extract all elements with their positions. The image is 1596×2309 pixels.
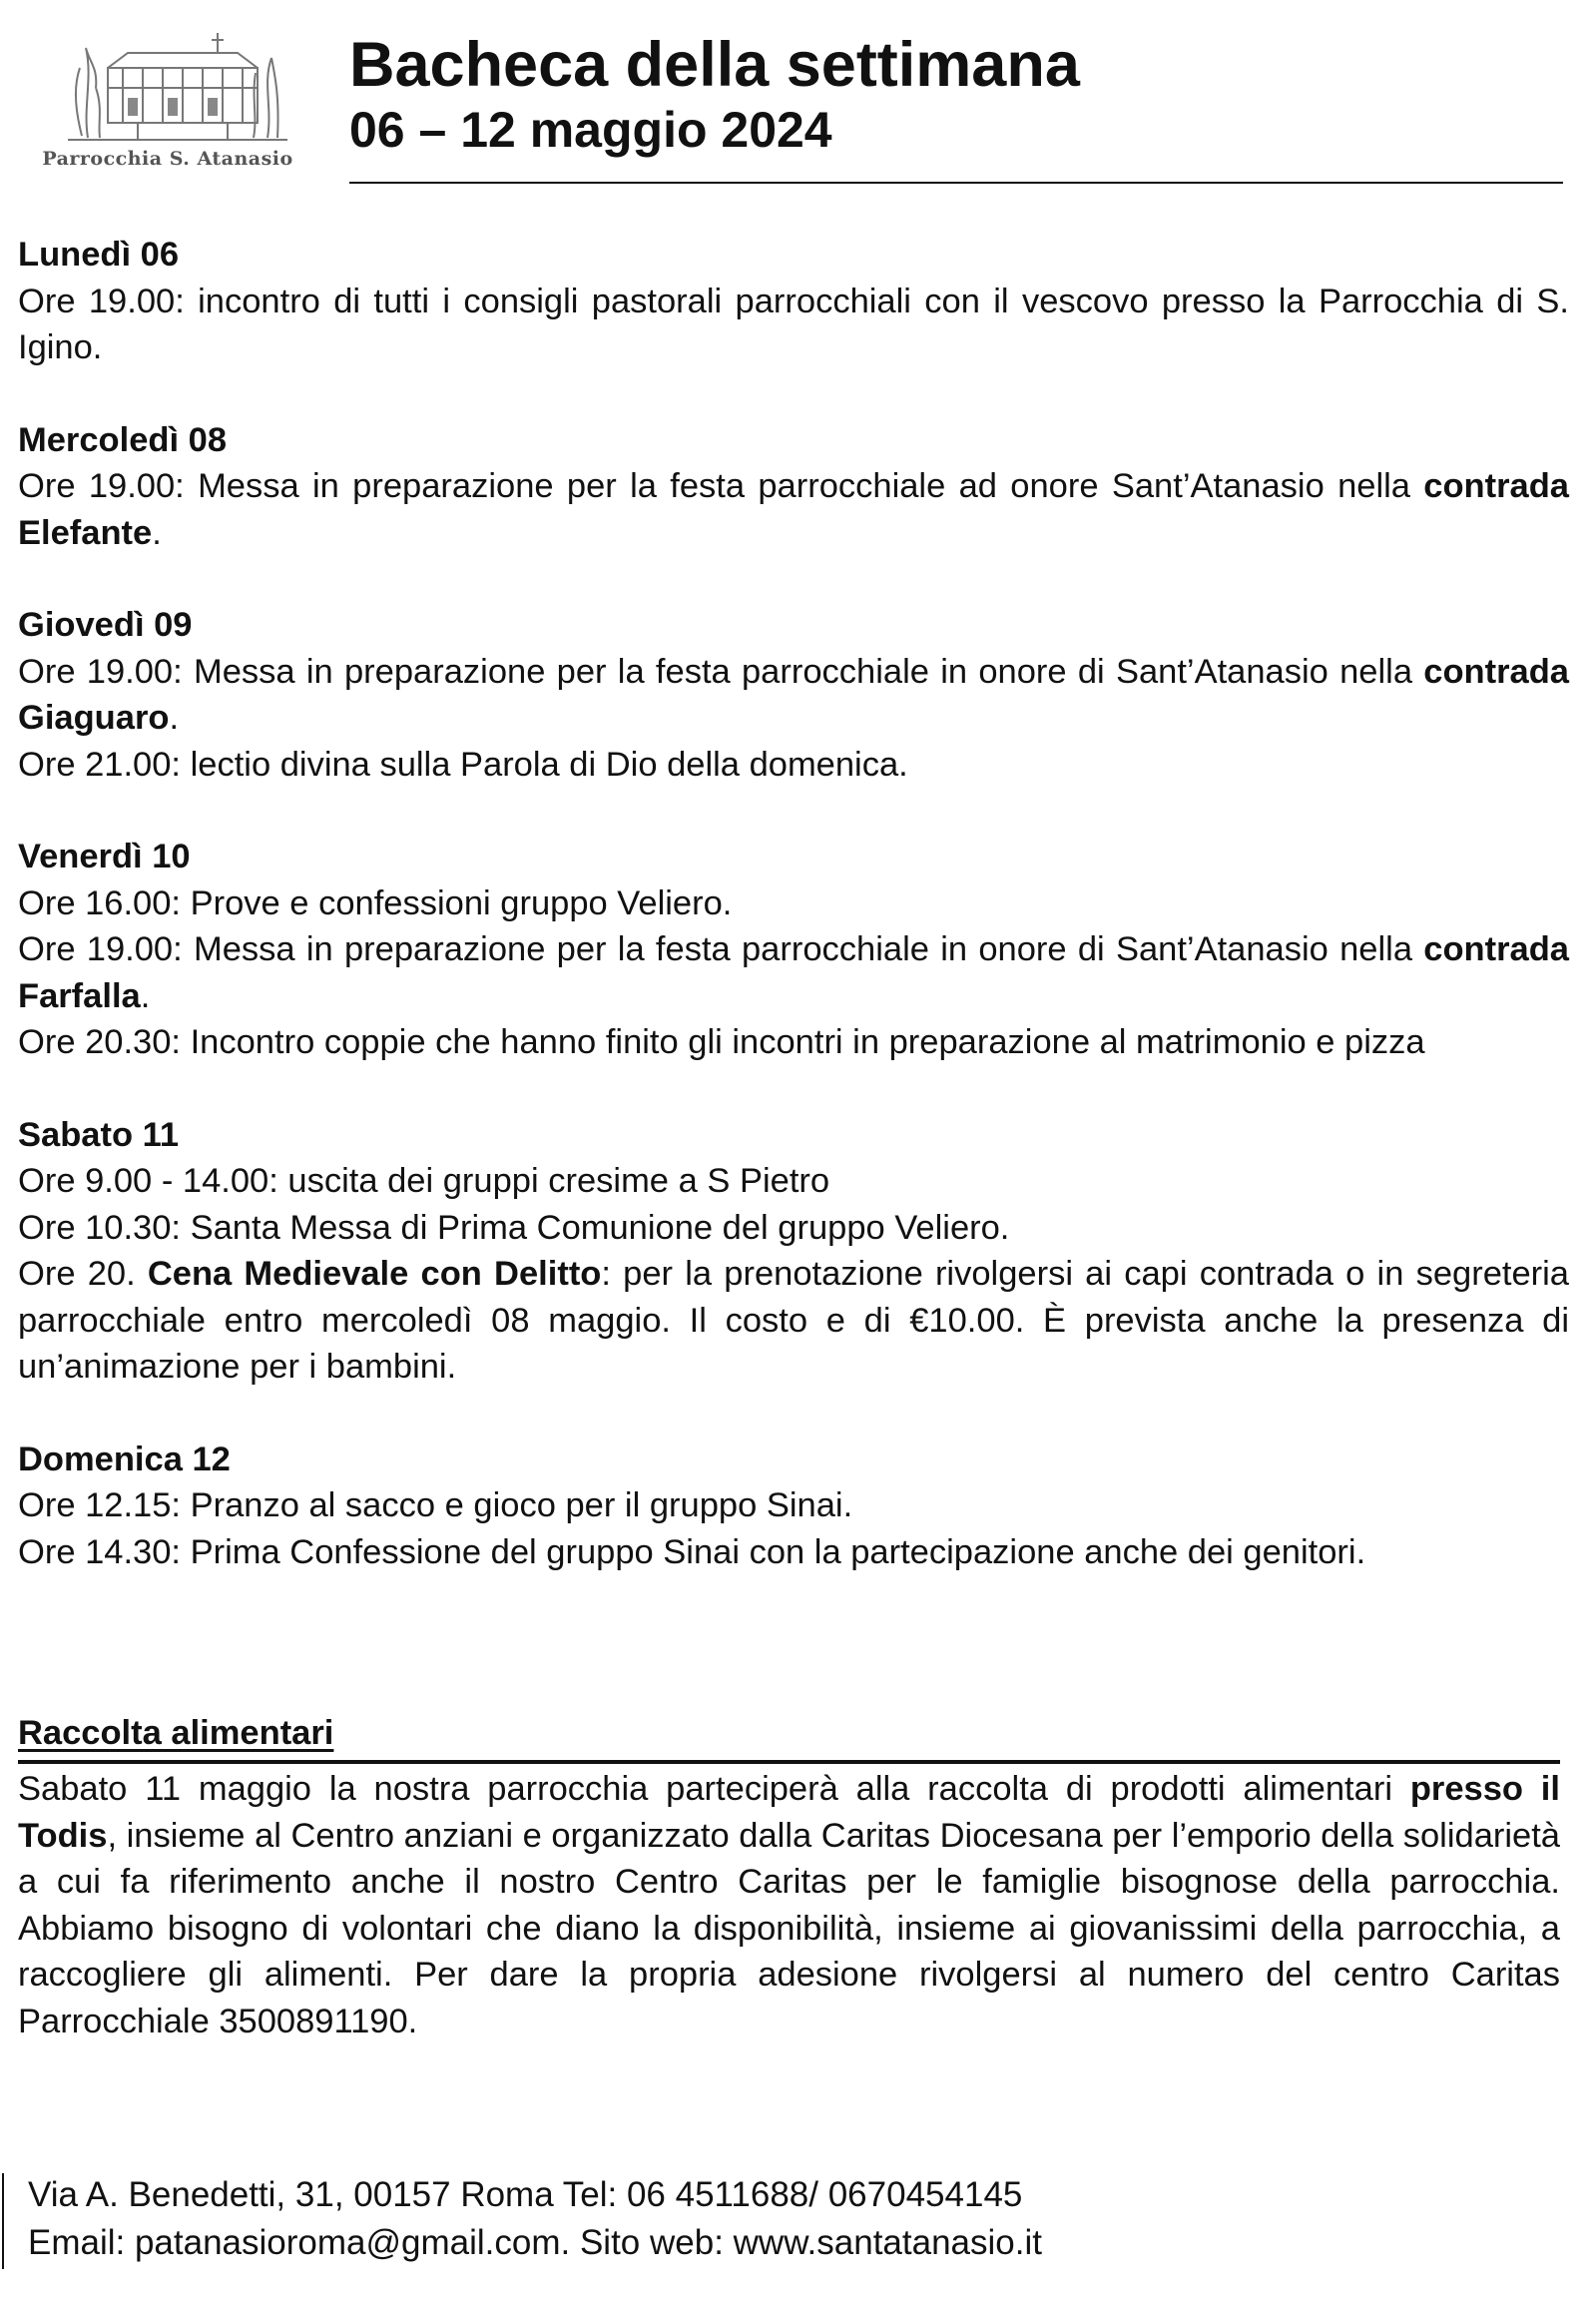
bold-text: contrada Giaguaro <box>18 652 1569 737</box>
raccolta-text <box>18 1766 1560 2044</box>
text-segment: Ore 19.00: Messa in preparazione per la festa parrocchiale in onore di Sant’Atanasio nella <box>18 652 1424 691</box>
parish-logo <box>28 28 307 178</box>
day-heading: Mercoledì 08 <box>18 420 228 459</box>
event-line <box>18 926 1569 1019</box>
text-segment: Ore 12.15: Pranzo al sacco e gioco per il gruppo Sinai. <box>18 1486 853 1524</box>
raccolta-title: Raccolta alimentari <box>18 1714 334 1752</box>
text-segment: . <box>152 513 162 552</box>
text-segment: Ore 14.30: Prima Confessione del gruppo Sinai con la partecipazione anche dei genitori. <box>18 1532 1366 1571</box>
bold-text: presso il Todis <box>18 1770 1560 1855</box>
text-segment: Ore 19.00: Messa in preparazione per la festa parrocchiale in onore di Sant’Atanasio nella <box>18 930 1424 968</box>
event-line <box>18 742 1569 789</box>
text-segment: Ore 19.00: incontro di tutti i consigli pastorali parrocchiali con il vescovo presso la Parrocchia di S. Igino. <box>18 282 1569 366</box>
text-segment: . <box>140 976 151 1015</box>
bold-text: contrada Elefante <box>18 467 1569 552</box>
day-heading: Lunedì 06 <box>18 236 180 274</box>
day-heading: Giovedì 09 <box>18 606 193 644</box>
day-heading: Sabato 11 <box>18 1115 180 1154</box>
header-divider <box>349 182 1563 184</box>
text-segment: Ore 9.00 - 14.00: uscita dei gruppi cresime a S Pietro <box>18 1162 830 1200</box>
church-sketch-icon <box>68 28 287 148</box>
text-segment: Ore 19.00: Messa in preparazione per la festa parrocchiale ad onore Sant’Atanasio nella <box>18 467 1424 505</box>
footer-contact: Email: patanasioroma@gmail.com. Sito web: www.santatanasio.it <box>28 2223 1042 2262</box>
footer-address: Via A. Benedetti, 31, 00157 Roma Tel: 06 4511688/ 0670454145 <box>28 2175 1023 2214</box>
text-segment: Ore 20.30: Incontro coppie che hanno finito gli incontri in preparazione al matrimonio e pizza <box>18 1023 1425 1061</box>
day-block <box>18 602 1569 788</box>
event-line <box>18 1158 1569 1205</box>
bold-text: contrada Farfalla <box>18 930 1569 1015</box>
text-segment: . <box>169 699 180 737</box>
event-line <box>18 1019 1569 1066</box>
text-segment: Ore 16.00: Prove e confessioni gruppo Veliero. <box>18 883 733 922</box>
raccolta-divider <box>18 1760 1560 1764</box>
footer-text <box>28 2171 1042 2267</box>
event-line <box>18 1205 1569 1252</box>
event-line <box>18 279 1569 371</box>
text-segment: Ore 10.30: Santa Messa di Prima Comunione del gruppo Veliero. <box>18 1208 1010 1247</box>
title-block <box>349 30 1567 160</box>
weekly-schedule <box>18 232 1569 1621</box>
event-line <box>18 1251 1569 1391</box>
day-block <box>18 232 1569 371</box>
bold-text: Cena Medievale con Delitto <box>147 1255 602 1293</box>
day-block <box>18 834 1569 1066</box>
event-line <box>18 463 1569 556</box>
page-footer <box>0 2171 1596 2291</box>
event-line <box>18 1482 1569 1529</box>
day-block <box>18 1437 1569 1576</box>
page-header <box>0 0 1596 190</box>
day-heading: Domenica 12 <box>18 1440 231 1478</box>
event-line <box>18 1529 1569 1576</box>
text-segment: : per la prenotazione rivolgersi ai capi contrada o in segreteria parrocchiale entro mercoledì 08 maggio. Il costo e di €10.00. È prevista anche la presenza di un’animazione per i bambini. <box>18 1255 1569 1386</box>
text-segment: Ore 21.00: lectio divina sulla Parola di Dio della domenica. <box>18 745 908 784</box>
text-segment: , insieme al Centro anziani e organizzato dalla Caritas Diocesana per l’emporio della solidarietà a cui fa riferimento anche il nostro Centro Caritas per le famiglie bisognose della parrocchia. Abbiamo bisogno di volontari che diano la disponibilità, insieme ai giovanissimi della parrocchia, a raccogliere gli alimenti. Per dare la propria adesione rivolgersi al numero del centro Caritas Parrocchiale 3500891190. <box>18 1816 1560 2040</box>
footer-bar <box>2 2173 4 2269</box>
raccolta-section <box>18 1710 1560 2044</box>
week-dates: 06 – 12 maggio 2024 <box>349 102 832 158</box>
day-block <box>18 1112 1569 1391</box>
event-line <box>18 649 1569 742</box>
event-line <box>18 880 1569 927</box>
day-heading: Venerdì 10 <box>18 838 191 875</box>
logo-text: Parrocchia S. Atanasio <box>42 148 293 170</box>
text-segment: Ore 20. <box>18 1255 148 1293</box>
page-title: Bacheca della settimana <box>349 30 1080 100</box>
text-segment: Sabato 11 maggio la nostra parrocchia parteciperà alla raccolta di prodotti alimentari <box>18 1770 1410 1808</box>
day-block <box>18 417 1569 557</box>
